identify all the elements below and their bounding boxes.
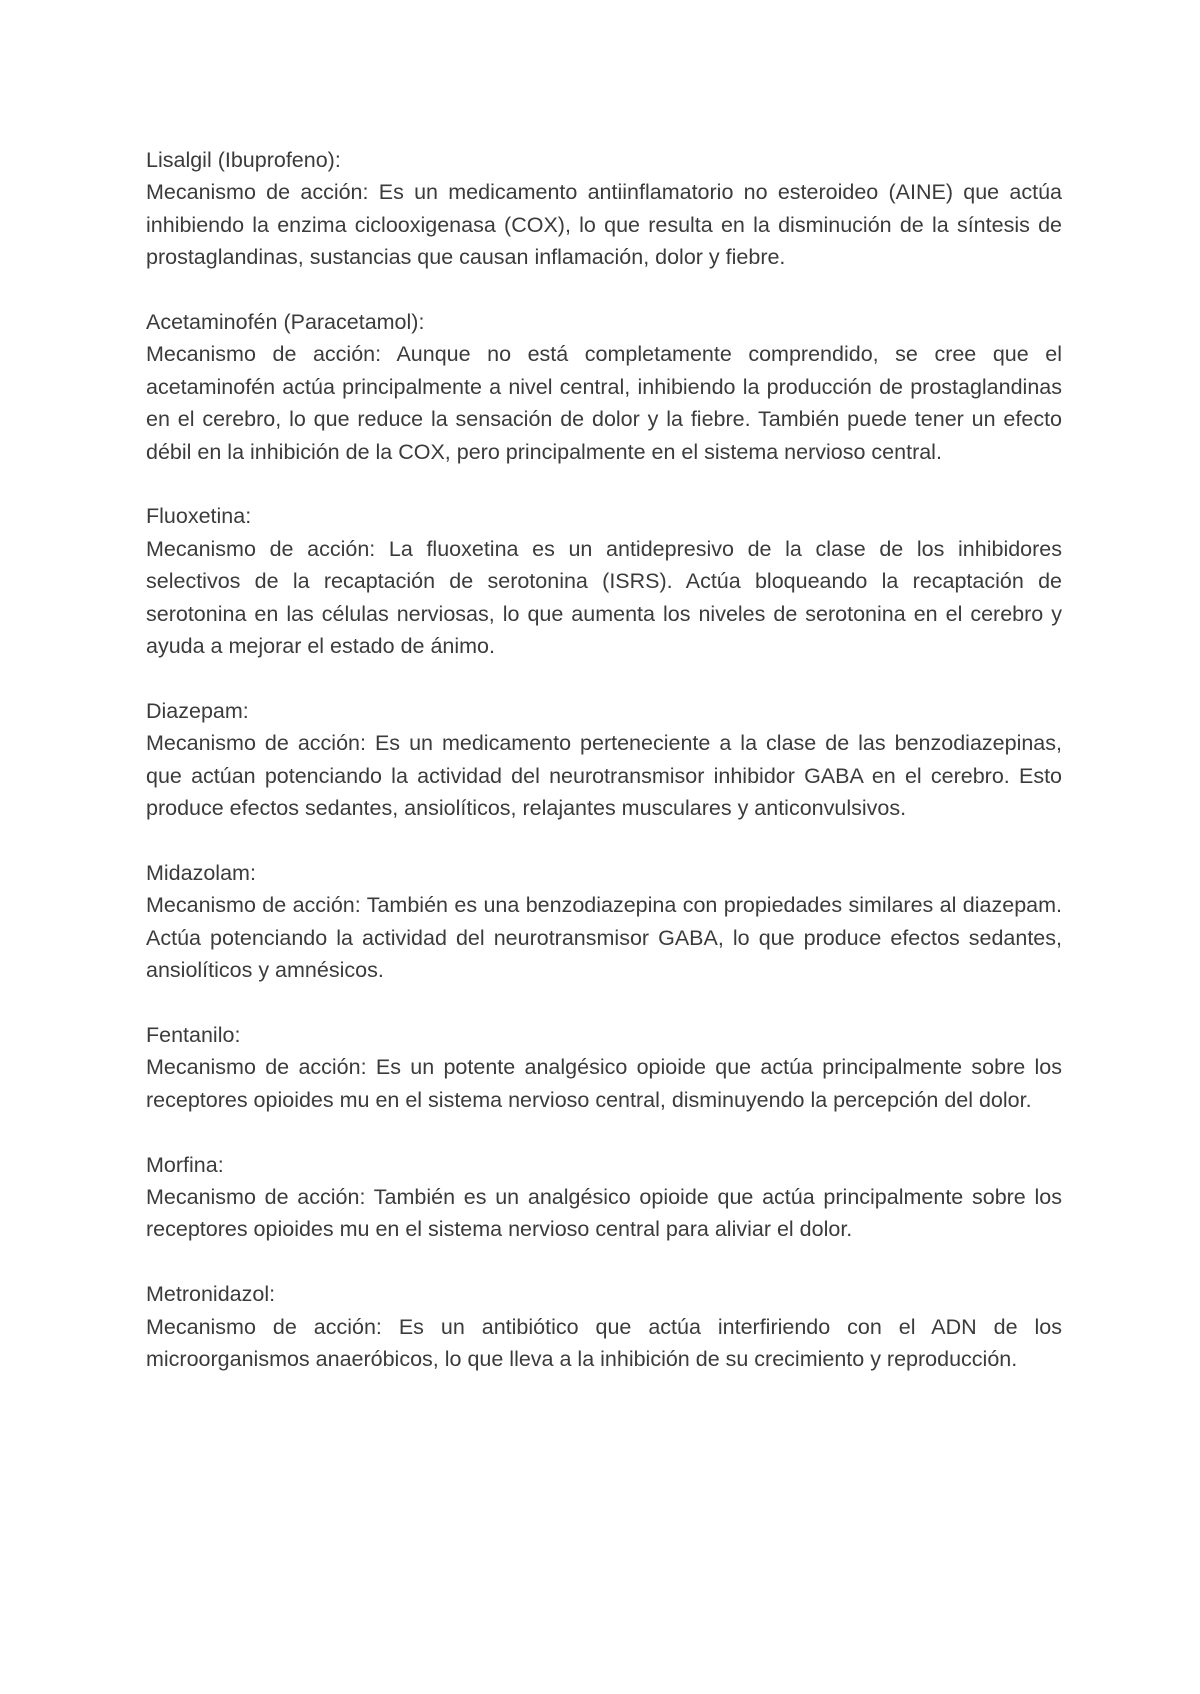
drug-entry-lisalgil xyxy=(146,144,1062,274)
drug-title: Fluoxetina: xyxy=(146,504,252,529)
drug-entry-fluoxetina xyxy=(146,500,1062,662)
drug-entry-midazolam xyxy=(146,857,1062,987)
mechanism-text: Mecanismo de acción: Es un medicamento antiinflamatorio no esteroideo (AINE) que actúa inhibiendo la enzima ciclooxigenasa (COX), lo que resulta en la disminución de la síntesis de prostaglandinas, sustancias que causan inflamación, dolor y fiebre. xyxy=(146,180,1062,270)
mechanism-text: Mecanismo de acción: Es un antibiótico que actúa interfiriendo con el ADN de los microorganismos anaeróbicos, lo que lleva a la inhibición de su crecimiento y reproducción. xyxy=(146,1314,1062,1371)
drug-title: Acetaminofén (Paracetamol): xyxy=(146,310,425,335)
drug-title: Midazolam: xyxy=(146,860,256,885)
drug-title: Metronidazol: xyxy=(146,1282,276,1307)
mechanism-text: Mecanismo de acción: Aunque no está completamente comprendido, se cree que el acetaminofén actúa principalmente a nivel central, inhibiendo la producción de prostaglandinas en el cerebro, lo que reduce la sensación de dolor y la fiebre. También puede tener un efecto débil en la inhibición de la COX, pero principalmente en el sistema nervioso central. xyxy=(146,342,1062,464)
drug-entry-diazepam xyxy=(146,695,1062,825)
mechanism-text: Mecanismo de acción: También es un analgésico opioide que actúa principalmente sobre los receptores opioides mu en el sistema nervioso central para aliviar el dolor. xyxy=(146,1184,1062,1242)
mechanism-text: Mecanismo de acción: La fluoxetina es un antidepresivo de la clase de los inhibidores selectivos de la recaptación de serotonina (ISRS). Actúa bloqueando la recaptación de serotonina en las células nerviosas, lo que aumenta los niveles de serotonina en el cerebro y ayuda a mejorar el estado de ánimo. xyxy=(146,536,1062,659)
drug-entry-morfina xyxy=(146,1149,1062,1246)
drug-title: Morfina: xyxy=(146,1152,224,1177)
mechanism-text: Mecanismo de acción: Es un medicamento perteneciente a la clase de las benzodiazepinas, que actúan potenciando la actividad del neurotransmisor inhibidor GABA en el cerebro. Esto produce efectos sedantes, ansiolíticos, relajantes musculares y anticonvulsivos. xyxy=(146,731,1062,821)
mechanism-text: Mecanismo de acción: También es una benzodiazepina con propiedades similares al diazepam. Actúa potenciando la actividad del neurotransmisor GABA, lo que produce efectos sedantes, ansiolíticos y amnésicos. xyxy=(146,893,1062,983)
drug-entry-metronidazol xyxy=(146,1278,1062,1375)
drug-title: Fentanilo: xyxy=(146,1022,241,1047)
drug-entry-fentanilo xyxy=(146,1019,1062,1116)
drug-entry-acetaminofen xyxy=(146,306,1062,468)
drug-title: Lisalgil (Ibuprofeno): xyxy=(146,148,341,172)
mechanism-text: Mecanismo de acción: Es un potente analgésico opioide que actúa principalmente sobre los receptores opioides mu en el sistema nervioso central, disminuyendo la percepción del dolor. xyxy=(146,1055,1062,1112)
drug-title: Diazepam: xyxy=(146,698,249,723)
document-body xyxy=(146,144,1062,1408)
